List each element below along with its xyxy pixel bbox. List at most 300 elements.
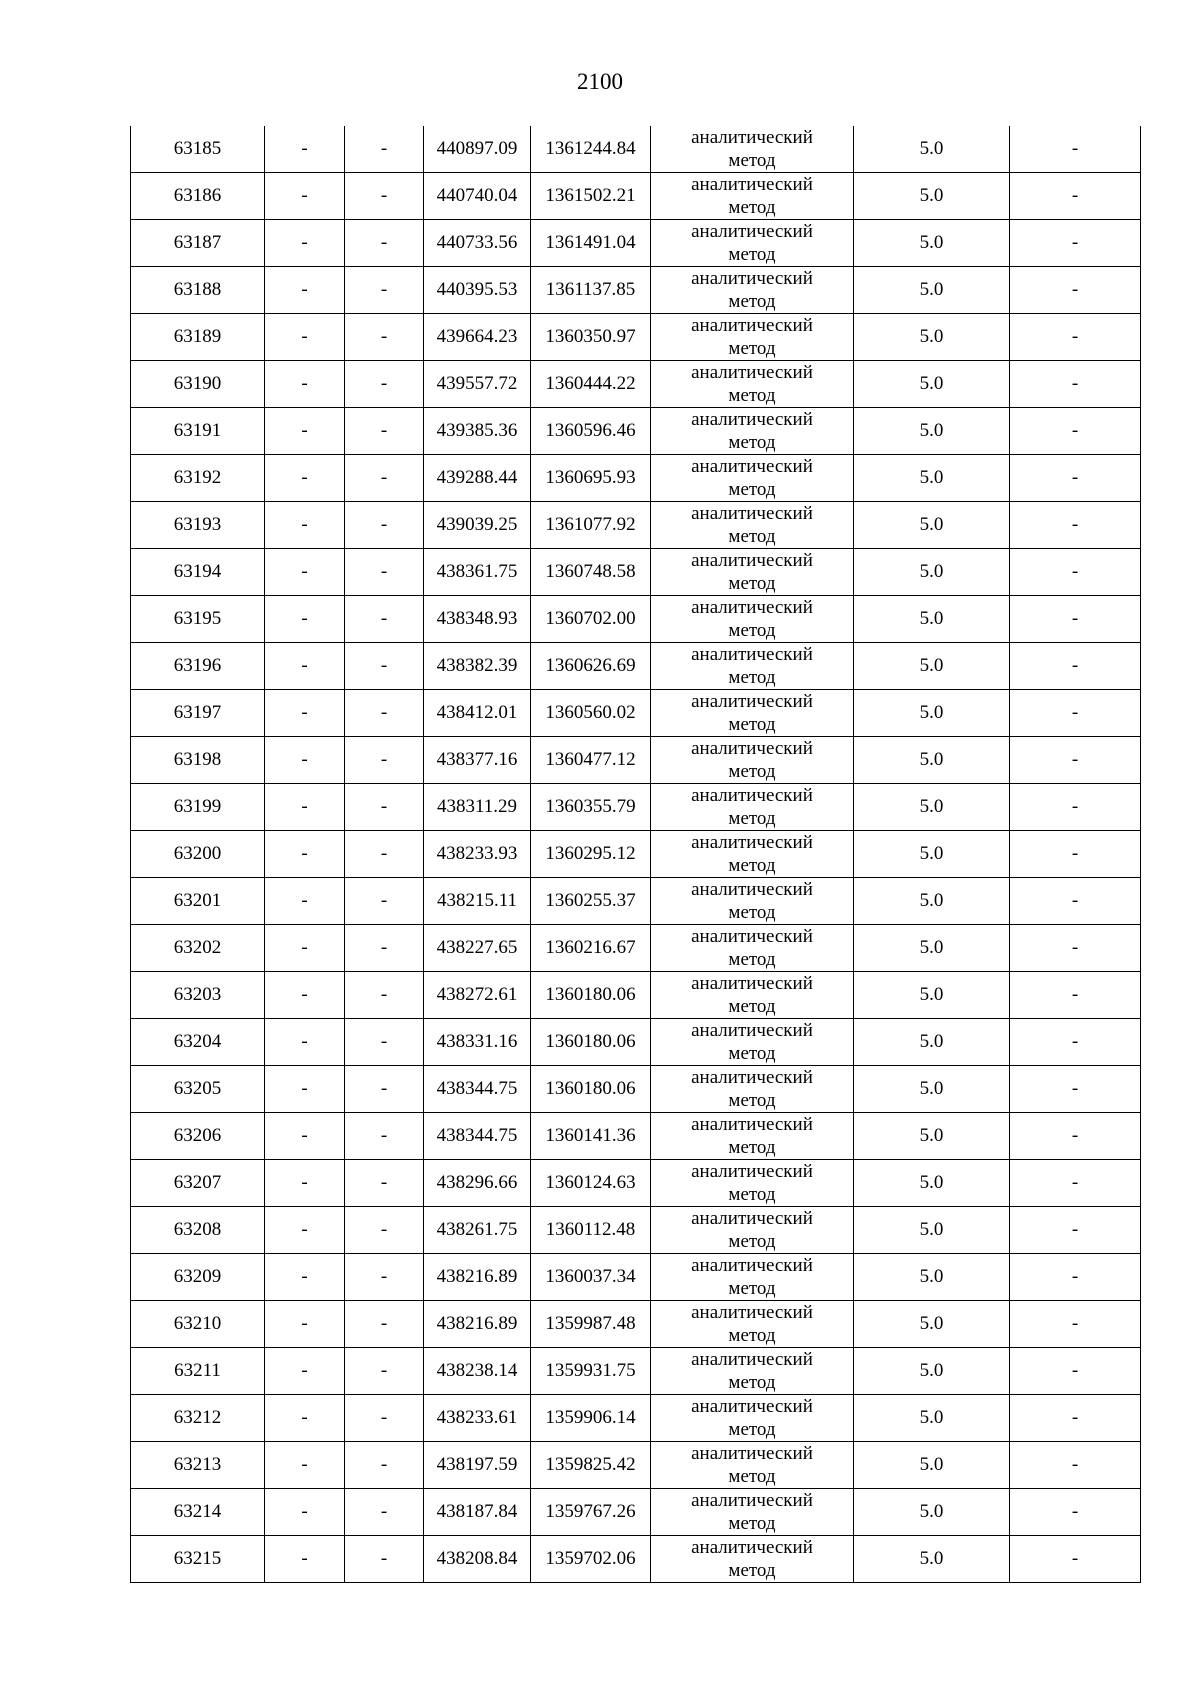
table-row <box>131 1207 1141 1254</box>
point-number-cell: 63190 <box>131 361 265 408</box>
table-row <box>131 737 1141 784</box>
method-line-2: метод <box>728 761 776 782</box>
empty-dash-cell: - <box>265 267 345 314</box>
x-coordinate-cell: 438311.29 <box>424 784 531 831</box>
method-line-1: аналитический <box>691 221 813 242</box>
table-row <box>131 408 1141 455</box>
empty-dash-cell: - <box>345 737 424 784</box>
table-row <box>131 1395 1141 1442</box>
y-coordinate-cell: 1359767.26 <box>531 1489 651 1536</box>
empty-dash-cell: - <box>345 596 424 643</box>
point-number-cell: 63208 <box>131 1207 265 1254</box>
note-cell: - <box>1010 1489 1141 1536</box>
point-number-cell: 63192 <box>131 455 265 502</box>
empty-dash-cell: - <box>345 1019 424 1066</box>
accuracy-cell: 5.0 <box>854 1160 1010 1207</box>
accuracy-cell: 5.0 <box>854 361 1010 408</box>
note-cell: - <box>1010 220 1141 267</box>
empty-dash-cell: - <box>265 1301 345 1348</box>
y-coordinate-cell: 1361491.04 <box>531 220 651 267</box>
table-row <box>131 267 1141 314</box>
empty-dash-cell: - <box>345 1160 424 1207</box>
note-cell: - <box>1010 1348 1141 1395</box>
table-row <box>131 1066 1141 1113</box>
note-cell: - <box>1010 455 1141 502</box>
note-cell: - <box>1010 361 1141 408</box>
point-number-cell: 63200 <box>131 831 265 878</box>
method-cell <box>651 361 854 408</box>
y-coordinate-cell: 1360112.48 <box>531 1207 651 1254</box>
x-coordinate-cell: 440733.56 <box>424 220 531 267</box>
method-line-1: аналитический <box>691 832 813 853</box>
y-coordinate-cell: 1360350.97 <box>531 314 651 361</box>
method-line-1: аналитический <box>691 1067 813 1088</box>
method-line-1: аналитический <box>691 1443 813 1464</box>
x-coordinate-cell: 438216.89 <box>424 1254 531 1301</box>
empty-dash-cell: - <box>265 925 345 972</box>
method-line-2: метод <box>728 996 776 1017</box>
method-line-1: аналитический <box>691 1255 813 1276</box>
method-cell <box>651 1442 854 1489</box>
empty-dash-cell: - <box>345 925 424 972</box>
empty-dash-cell: - <box>265 1066 345 1113</box>
y-coordinate-cell: 1360560.02 <box>531 690 651 737</box>
empty-dash-cell: - <box>345 502 424 549</box>
empty-dash-cell: - <box>265 1395 345 1442</box>
empty-dash-cell: - <box>265 361 345 408</box>
accuracy-cell: 5.0 <box>854 643 1010 690</box>
accuracy-cell: 5.0 <box>854 314 1010 361</box>
method-line-1: аналитический <box>691 362 813 383</box>
method-line-2: метод <box>728 1184 776 1205</box>
table-row <box>131 549 1141 596</box>
table-row <box>131 361 1141 408</box>
method-line-2: метод <box>728 1419 776 1440</box>
note-cell: - <box>1010 126 1141 173</box>
table-row <box>131 1536 1141 1583</box>
empty-dash-cell: - <box>345 1442 424 1489</box>
point-number-cell: 63189 <box>131 314 265 361</box>
table-row <box>131 1254 1141 1301</box>
method-line-2: метод <box>728 1372 776 1393</box>
point-number-cell: 63202 <box>131 925 265 972</box>
x-coordinate-cell: 438215.11 <box>424 878 531 925</box>
y-coordinate-cell: 1360702.00 <box>531 596 651 643</box>
x-coordinate-cell: 438348.93 <box>424 596 531 643</box>
table-row <box>131 1019 1141 1066</box>
empty-dash-cell: - <box>265 690 345 737</box>
method-line-2: метод <box>728 1090 776 1111</box>
method-line-1: аналитический <box>691 503 813 524</box>
empty-dash-cell: - <box>345 408 424 455</box>
note-cell: - <box>1010 1254 1141 1301</box>
empty-dash-cell: - <box>265 549 345 596</box>
page-number: 2100 <box>577 69 623 94</box>
note-cell: - <box>1010 173 1141 220</box>
method-cell <box>651 220 854 267</box>
method-cell <box>651 690 854 737</box>
note-cell: - <box>1010 1301 1141 1348</box>
y-coordinate-cell: 1360255.37 <box>531 878 651 925</box>
y-coordinate-cell: 1360477.12 <box>531 737 651 784</box>
table-row <box>131 831 1141 878</box>
note-cell: - <box>1010 1113 1141 1160</box>
accuracy-cell: 5.0 <box>854 737 1010 784</box>
method-cell <box>651 173 854 220</box>
note-cell: - <box>1010 1536 1141 1583</box>
empty-dash-cell: - <box>265 1019 345 1066</box>
table-row <box>131 1442 1141 1489</box>
empty-dash-cell: - <box>345 1348 424 1395</box>
table-row <box>131 173 1141 220</box>
x-coordinate-cell: 440740.04 <box>424 173 531 220</box>
accuracy-cell: 5.0 <box>854 972 1010 1019</box>
x-coordinate-cell: 438331.16 <box>424 1019 531 1066</box>
empty-dash-cell: - <box>265 408 345 455</box>
method-line-2: метод <box>728 1137 776 1158</box>
x-coordinate-cell: 438187.84 <box>424 1489 531 1536</box>
method-cell <box>651 549 854 596</box>
point-number-cell: 63207 <box>131 1160 265 1207</box>
method-cell <box>651 502 854 549</box>
method-line-1: аналитический <box>691 973 813 994</box>
empty-dash-cell: - <box>345 1301 424 1348</box>
empty-dash-cell: - <box>345 784 424 831</box>
method-line-1: аналитический <box>691 127 813 148</box>
method-line-2: метод <box>728 620 776 641</box>
y-coordinate-cell: 1359987.48 <box>531 1301 651 1348</box>
method-line-2: метод <box>728 1043 776 1064</box>
note-cell: - <box>1010 1442 1141 1489</box>
y-coordinate-cell: 1360626.69 <box>531 643 651 690</box>
accuracy-cell: 5.0 <box>854 549 1010 596</box>
y-coordinate-cell: 1360037.34 <box>531 1254 651 1301</box>
y-coordinate-cell: 1360216.67 <box>531 925 651 972</box>
method-line-1: аналитический <box>691 597 813 618</box>
x-coordinate-cell: 439288.44 <box>424 455 531 502</box>
empty-dash-cell: - <box>265 1489 345 1536</box>
table-row <box>131 972 1141 1019</box>
method-line-1: аналитический <box>691 174 813 195</box>
method-line-1: аналитический <box>691 691 813 712</box>
empty-dash-cell: - <box>345 314 424 361</box>
method-line-1: аналитический <box>691 1349 813 1370</box>
x-coordinate-cell: 438216.89 <box>424 1301 531 1348</box>
method-line-2: метод <box>728 385 776 406</box>
table-row <box>131 878 1141 925</box>
empty-dash-cell: - <box>345 361 424 408</box>
accuracy-cell: 5.0 <box>854 267 1010 314</box>
method-line-2: метод <box>728 197 776 218</box>
empty-dash-cell: - <box>345 1207 424 1254</box>
method-line-1: аналитический <box>691 926 813 947</box>
table-row <box>131 455 1141 502</box>
x-coordinate-cell: 438344.75 <box>424 1113 531 1160</box>
accuracy-cell: 5.0 <box>854 596 1010 643</box>
table-row <box>131 220 1141 267</box>
empty-dash-cell: - <box>265 1442 345 1489</box>
accuracy-cell: 5.0 <box>854 1254 1010 1301</box>
point-number-cell: 63191 <box>131 408 265 455</box>
point-number-cell: 63210 <box>131 1301 265 1348</box>
y-coordinate-cell: 1360180.06 <box>531 1066 651 1113</box>
x-coordinate-cell: 440897.09 <box>424 126 531 173</box>
empty-dash-cell: - <box>345 1395 424 1442</box>
method-line-2: метод <box>728 244 776 265</box>
empty-dash-cell: - <box>345 1489 424 1536</box>
method-line-1: аналитический <box>691 644 813 665</box>
note-cell: - <box>1010 1019 1141 1066</box>
empty-dash-cell: - <box>265 126 345 173</box>
method-cell <box>651 1113 854 1160</box>
x-coordinate-cell: 438361.75 <box>424 549 531 596</box>
y-coordinate-cell: 1360596.46 <box>531 408 651 455</box>
x-coordinate-cell: 439385.36 <box>424 408 531 455</box>
y-coordinate-cell: 1360180.06 <box>531 1019 651 1066</box>
method-line-1: аналитический <box>691 1114 813 1135</box>
method-line-1: аналитический <box>691 268 813 289</box>
table-row <box>131 126 1141 173</box>
accuracy-cell: 5.0 <box>854 1442 1010 1489</box>
table-row <box>131 502 1141 549</box>
empty-dash-cell: - <box>265 502 345 549</box>
empty-dash-cell: - <box>345 1066 424 1113</box>
x-coordinate-cell: 439664.23 <box>424 314 531 361</box>
point-number-cell: 63186 <box>131 173 265 220</box>
point-number-cell: 63196 <box>131 643 265 690</box>
method-cell <box>651 1160 854 1207</box>
accuracy-cell: 5.0 <box>854 1207 1010 1254</box>
empty-dash-cell: - <box>265 1160 345 1207</box>
x-coordinate-cell: 440395.53 <box>424 267 531 314</box>
method-line-1: аналитический <box>691 1490 813 1511</box>
note-cell: - <box>1010 831 1141 878</box>
accuracy-cell: 5.0 <box>854 502 1010 549</box>
table-row <box>131 784 1141 831</box>
empty-dash-cell: - <box>345 643 424 690</box>
empty-dash-cell: - <box>345 690 424 737</box>
empty-dash-cell: - <box>265 173 345 220</box>
method-cell <box>651 1019 854 1066</box>
point-number-cell: 63187 <box>131 220 265 267</box>
method-cell <box>651 126 854 173</box>
method-line-1: аналитический <box>691 1020 813 1041</box>
method-cell <box>651 1536 854 1583</box>
empty-dash-cell: - <box>265 737 345 784</box>
accuracy-cell: 5.0 <box>854 126 1010 173</box>
method-line-1: аналитический <box>691 456 813 477</box>
method-line-2: метод <box>728 573 776 594</box>
point-number-cell: 63215 <box>131 1536 265 1583</box>
point-number-cell: 63198 <box>131 737 265 784</box>
empty-dash-cell: - <box>345 126 424 173</box>
accuracy-cell: 5.0 <box>854 831 1010 878</box>
y-coordinate-cell: 1361502.21 <box>531 173 651 220</box>
accuracy-cell: 5.0 <box>854 1536 1010 1583</box>
accuracy-cell: 5.0 <box>854 1301 1010 1348</box>
method-line-2: метод <box>728 855 776 876</box>
note-cell: - <box>1010 502 1141 549</box>
y-coordinate-cell: 1359825.42 <box>531 1442 651 1489</box>
empty-dash-cell: - <box>265 455 345 502</box>
y-coordinate-cell: 1360695.93 <box>531 455 651 502</box>
point-number-cell: 63209 <box>131 1254 265 1301</box>
y-coordinate-cell: 1359931.75 <box>531 1348 651 1395</box>
x-coordinate-cell: 438261.75 <box>424 1207 531 1254</box>
empty-dash-cell: - <box>345 220 424 267</box>
accuracy-cell: 5.0 <box>854 690 1010 737</box>
y-coordinate-cell: 1360355.79 <box>531 784 651 831</box>
point-number-cell: 63204 <box>131 1019 265 1066</box>
point-number-cell: 63212 <box>131 1395 265 1442</box>
method-cell <box>651 314 854 361</box>
y-coordinate-cell: 1361077.92 <box>531 502 651 549</box>
x-coordinate-cell: 438238.14 <box>424 1348 531 1395</box>
x-coordinate-cell: 438344.75 <box>424 1066 531 1113</box>
method-line-2: метод <box>728 1278 776 1299</box>
empty-dash-cell: - <box>265 1348 345 1395</box>
note-cell: - <box>1010 549 1141 596</box>
note-cell: - <box>1010 267 1141 314</box>
point-number-cell: 63213 <box>131 1442 265 1489</box>
point-number-cell: 63199 <box>131 784 265 831</box>
note-cell: - <box>1010 972 1141 1019</box>
point-number-cell: 63203 <box>131 972 265 1019</box>
table-body <box>131 126 1141 1583</box>
table-row <box>131 925 1141 972</box>
empty-dash-cell: - <box>345 972 424 1019</box>
coordinates-table <box>130 126 1141 1583</box>
empty-dash-cell: - <box>345 1113 424 1160</box>
note-cell: - <box>1010 878 1141 925</box>
method-cell <box>651 878 854 925</box>
y-coordinate-cell: 1360141.36 <box>531 1113 651 1160</box>
empty-dash-cell: - <box>265 878 345 925</box>
method-cell <box>651 737 854 784</box>
x-coordinate-cell: 439557.72 <box>424 361 531 408</box>
note-cell: - <box>1010 1066 1141 1113</box>
accuracy-cell: 5.0 <box>854 878 1010 925</box>
table-row <box>131 643 1141 690</box>
empty-dash-cell: - <box>345 1536 424 1583</box>
accuracy-cell: 5.0 <box>854 173 1010 220</box>
note-cell: - <box>1010 1207 1141 1254</box>
method-cell <box>651 1348 854 1395</box>
method-line-1: аналитический <box>691 738 813 759</box>
point-number-cell: 63193 <box>131 502 265 549</box>
empty-dash-cell: - <box>265 643 345 690</box>
note-cell: - <box>1010 1395 1141 1442</box>
method-cell <box>651 1254 854 1301</box>
x-coordinate-cell: 439039.25 <box>424 502 531 549</box>
method-line-2: метод <box>728 432 776 453</box>
method-cell <box>651 1066 854 1113</box>
point-number-cell: 63194 <box>131 549 265 596</box>
y-coordinate-cell: 1360180.06 <box>531 972 651 1019</box>
note-cell: - <box>1010 314 1141 361</box>
method-cell <box>651 1395 854 1442</box>
method-cell <box>651 408 854 455</box>
point-number-cell: 63206 <box>131 1113 265 1160</box>
x-coordinate-cell: 438208.84 <box>424 1536 531 1583</box>
method-line-2: метод <box>728 1466 776 1487</box>
method-line-1: аналитический <box>691 1161 813 1182</box>
note-cell: - <box>1010 784 1141 831</box>
method-line-2: метод <box>728 902 776 923</box>
method-cell <box>651 831 854 878</box>
y-coordinate-cell: 1359702.06 <box>531 1536 651 1583</box>
table-row <box>131 690 1141 737</box>
method-cell <box>651 925 854 972</box>
empty-dash-cell: - <box>345 549 424 596</box>
method-cell <box>651 1207 854 1254</box>
point-number-cell: 63211 <box>131 1348 265 1395</box>
empty-dash-cell: - <box>345 831 424 878</box>
empty-dash-cell: - <box>265 1207 345 1254</box>
y-coordinate-cell: 1360748.58 <box>531 549 651 596</box>
accuracy-cell: 5.0 <box>854 1019 1010 1066</box>
table-row <box>131 596 1141 643</box>
point-number-cell: 63214 <box>131 1489 265 1536</box>
method-cell <box>651 267 854 314</box>
method-line-2: метод <box>728 338 776 359</box>
point-number-cell: 63188 <box>131 267 265 314</box>
note-cell: - <box>1010 737 1141 784</box>
point-number-cell: 63185 <box>131 126 265 173</box>
y-coordinate-cell: 1361244.84 <box>531 126 651 173</box>
method-line-1: аналитический <box>691 409 813 430</box>
method-line-1: аналитический <box>691 785 813 806</box>
method-line-2: метод <box>728 1325 776 1346</box>
x-coordinate-cell: 438272.61 <box>424 972 531 1019</box>
accuracy-cell: 5.0 <box>854 220 1010 267</box>
x-coordinate-cell: 438296.66 <box>424 1160 531 1207</box>
empty-dash-cell: - <box>265 314 345 361</box>
method-line-2: метод <box>728 808 776 829</box>
point-number-cell: 63201 <box>131 878 265 925</box>
empty-dash-cell: - <box>265 784 345 831</box>
method-line-2: метод <box>728 949 776 970</box>
method-line-2: метод <box>728 1231 776 1252</box>
y-coordinate-cell: 1360444.22 <box>531 361 651 408</box>
accuracy-cell: 5.0 <box>854 925 1010 972</box>
y-coordinate-cell: 1360295.12 <box>531 831 651 878</box>
method-cell <box>651 972 854 1019</box>
method-cell <box>651 1489 854 1536</box>
accuracy-cell: 5.0 <box>854 408 1010 455</box>
accuracy-cell: 5.0 <box>854 1489 1010 1536</box>
point-number-cell: 63205 <box>131 1066 265 1113</box>
accuracy-cell: 5.0 <box>854 784 1010 831</box>
empty-dash-cell: - <box>265 972 345 1019</box>
note-cell: - <box>1010 643 1141 690</box>
accuracy-cell: 5.0 <box>854 1066 1010 1113</box>
table-row <box>131 1160 1141 1207</box>
method-line-2: метод <box>728 479 776 500</box>
method-cell <box>651 455 854 502</box>
accuracy-cell: 5.0 <box>854 455 1010 502</box>
empty-dash-cell: - <box>345 267 424 314</box>
note-cell: - <box>1010 408 1141 455</box>
empty-dash-cell: - <box>265 1536 345 1583</box>
point-number-cell: 63195 <box>131 596 265 643</box>
empty-dash-cell: - <box>345 878 424 925</box>
method-cell <box>651 643 854 690</box>
method-line-1: аналитический <box>691 315 813 336</box>
note-cell: - <box>1010 690 1141 737</box>
empty-dash-cell: - <box>265 220 345 267</box>
empty-dash-cell: - <box>345 1254 424 1301</box>
